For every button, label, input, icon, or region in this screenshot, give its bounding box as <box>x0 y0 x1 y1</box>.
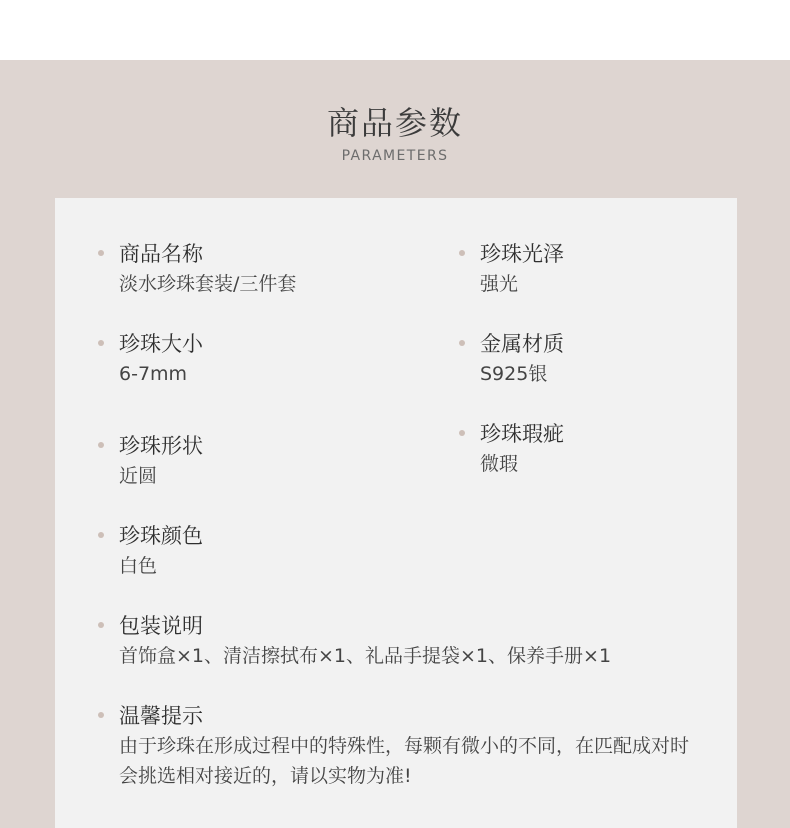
param-label: 金属材质 <box>480 332 564 356</box>
param-item-color <box>119 521 203 581</box>
bullet-dot <box>98 442 104 448</box>
param-label: 珍珠光泽 <box>480 242 564 266</box>
param-item-name <box>119 239 296 299</box>
parameters-card <box>55 198 737 828</box>
bullet-dot <box>98 712 104 718</box>
param-item-shape <box>119 431 203 491</box>
bullet-dot <box>98 532 104 538</box>
bullet-dot <box>459 250 465 256</box>
param-label: 珍珠颜色 <box>119 524 203 548</box>
param-label: 商品名称 <box>119 242 203 266</box>
bullet-dot <box>98 340 104 346</box>
section-title: 商品参数 <box>326 104 463 142</box>
bullet-dot <box>459 340 465 346</box>
param-label: 温馨提示 <box>119 704 203 728</box>
param-item-size <box>119 329 203 389</box>
param-item-package <box>119 611 611 671</box>
param-label: 珍珠形状 <box>119 434 203 458</box>
param-item-notice <box>119 701 699 791</box>
param-value: 近圆 <box>119 465 158 487</box>
param-item-flaw <box>480 419 564 479</box>
param-label: 包装说明 <box>119 614 203 638</box>
param-item-luster <box>480 239 564 299</box>
param-value: S925银 <box>480 363 548 385</box>
param-value: 淡水珍珠套装/三件套 <box>119 273 297 295</box>
param-value: 强光 <box>480 273 519 295</box>
param-value: 6-7mm <box>119 363 188 385</box>
bullet-dot <box>98 622 104 628</box>
param-value: 白色 <box>119 555 158 577</box>
param-label: 珍珠大小 <box>119 332 203 356</box>
bullet-dot <box>98 250 104 256</box>
bullet-dot <box>459 430 465 436</box>
param-label: 珍珠瑕疵 <box>480 422 564 446</box>
param-value: 由于珍珠在形成过程中的特殊性，每颗有微小的不同，在匹配成对时会挑选相对接近的，请以实物为准! <box>119 735 690 787</box>
param-value: 微瑕 <box>480 453 519 475</box>
param-value: 首饰盒×1、清洁擦拭布×1、礼品手提袋×1、保养手册×1 <box>119 645 612 667</box>
param-item-metal <box>480 329 564 389</box>
section-subtitle: PARAMETERS <box>341 148 449 164</box>
